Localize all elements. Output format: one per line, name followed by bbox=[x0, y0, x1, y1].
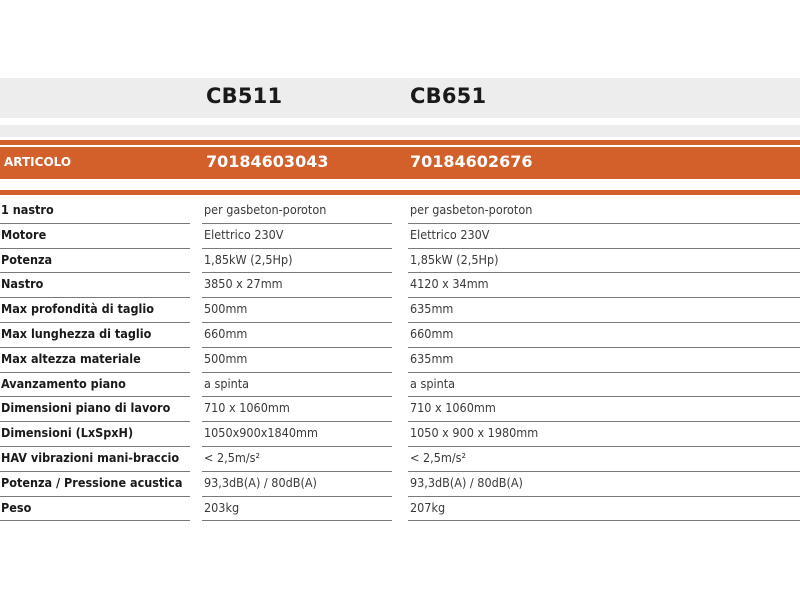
spec-value-cb511: 1050x900x1840mm bbox=[204, 425, 318, 441]
spec-value-cb651: < 2,5m/s² bbox=[410, 449, 466, 465]
spec-value-cb651: a spinta bbox=[410, 375, 456, 391]
spec-row bbox=[0, 397, 800, 422]
spec-value-cb511: per gasbeton-poroton bbox=[204, 202, 327, 217]
articolo-code-cb651: 70184602676 bbox=[410, 152, 533, 171]
spec-value-cb511: 93,3dB(A) / 80dB(A) bbox=[204, 474, 317, 490]
spec-label: Nastro bbox=[1, 276, 44, 292]
spec-value-cb511: a spinta bbox=[204, 375, 250, 391]
spec-row bbox=[0, 447, 800, 472]
spec-label: Dimensioni piano di lavoro bbox=[1, 400, 171, 416]
spec-row bbox=[0, 323, 800, 348]
spec-row bbox=[0, 472, 800, 497]
spec-label: Potenza / Pressione acustica bbox=[1, 474, 183, 490]
spec-value-cb511: 1,85kW (2,5Hp) bbox=[204, 251, 293, 267]
spec-row bbox=[0, 348, 800, 373]
spec-value-cb651: 4120 x 34mm bbox=[410, 276, 489, 292]
spec-value-cb651: 635mm bbox=[410, 301, 454, 317]
spec-value-cb651: 93,3dB(A) / 80dB(A) bbox=[410, 474, 523, 490]
spec-value-cb651: 635mm bbox=[410, 350, 454, 366]
spec-label: Dimensioni (LxSpxH) bbox=[1, 425, 134, 441]
spec-value-cb511: 660mm bbox=[204, 325, 248, 341]
spec-label: Potenza bbox=[1, 251, 53, 267]
model-name-cb651: CB651 bbox=[410, 84, 487, 108]
separator-strip bbox=[0, 125, 800, 137]
articolo-label: ARTICOLO bbox=[4, 155, 72, 169]
spec-row bbox=[0, 273, 800, 298]
spec-value-cb651: 1050 x 900 x 1980mm bbox=[410, 425, 539, 441]
spec-label: HAV vibrazioni mani-braccio bbox=[1, 449, 180, 465]
spec-label: Max profondità di taglio bbox=[1, 301, 154, 317]
row-divider bbox=[0, 520, 190, 521]
spec-row bbox=[0, 497, 800, 522]
accent-rule-top bbox=[0, 140, 800, 145]
spec-value-cb511: < 2,5m/s² bbox=[204, 449, 260, 465]
spec-value-cb651: 710 x 1060mm bbox=[410, 400, 496, 416]
spec-value-cb511: Elettrico 230V bbox=[204, 226, 284, 242]
spec-value-cb511: 203kg bbox=[204, 499, 240, 515]
articolo-code-cb511: 70184603043 bbox=[206, 152, 329, 171]
spec-value-cb651: 207kg bbox=[410, 499, 446, 515]
spec-row bbox=[0, 422, 800, 447]
spec-value-cb511: 500mm bbox=[204, 350, 248, 366]
spec-value-cb511: 710 x 1060mm bbox=[204, 400, 290, 416]
spec-label: Avanzamento piano bbox=[1, 375, 126, 391]
spec-label: Max lunghezza di taglio bbox=[1, 325, 152, 341]
row-divider bbox=[408, 520, 800, 521]
articolo-band bbox=[0, 147, 800, 179]
spec-value-cb651: 660mm bbox=[410, 325, 454, 341]
spec-value-cb651: per gasbeton-poroton bbox=[410, 202, 533, 217]
spec-label: Max altezza materiale bbox=[1, 350, 141, 366]
spec-value-cb511: 3850 x 27mm bbox=[204, 276, 283, 292]
spec-label: 1 nastro bbox=[1, 202, 54, 217]
spec-value-cb651: Elettrico 230V bbox=[410, 226, 490, 242]
model-name-cb511: CB511 bbox=[206, 84, 283, 108]
spec-row bbox=[0, 199, 800, 224]
model-header-band bbox=[0, 78, 800, 118]
spec-row bbox=[0, 298, 800, 323]
spec-row bbox=[0, 224, 800, 249]
spec-row bbox=[0, 373, 800, 398]
spec-value-cb511: 500mm bbox=[204, 301, 248, 317]
spec-row bbox=[0, 249, 800, 274]
spec-label: Peso bbox=[1, 499, 32, 515]
accent-rule-bottom bbox=[0, 190, 800, 195]
spec-value-cb651: 1,85kW (2,5Hp) bbox=[410, 251, 499, 267]
spec-table bbox=[0, 199, 800, 521]
spec-label: Motore bbox=[1, 226, 47, 242]
row-divider bbox=[202, 520, 392, 521]
